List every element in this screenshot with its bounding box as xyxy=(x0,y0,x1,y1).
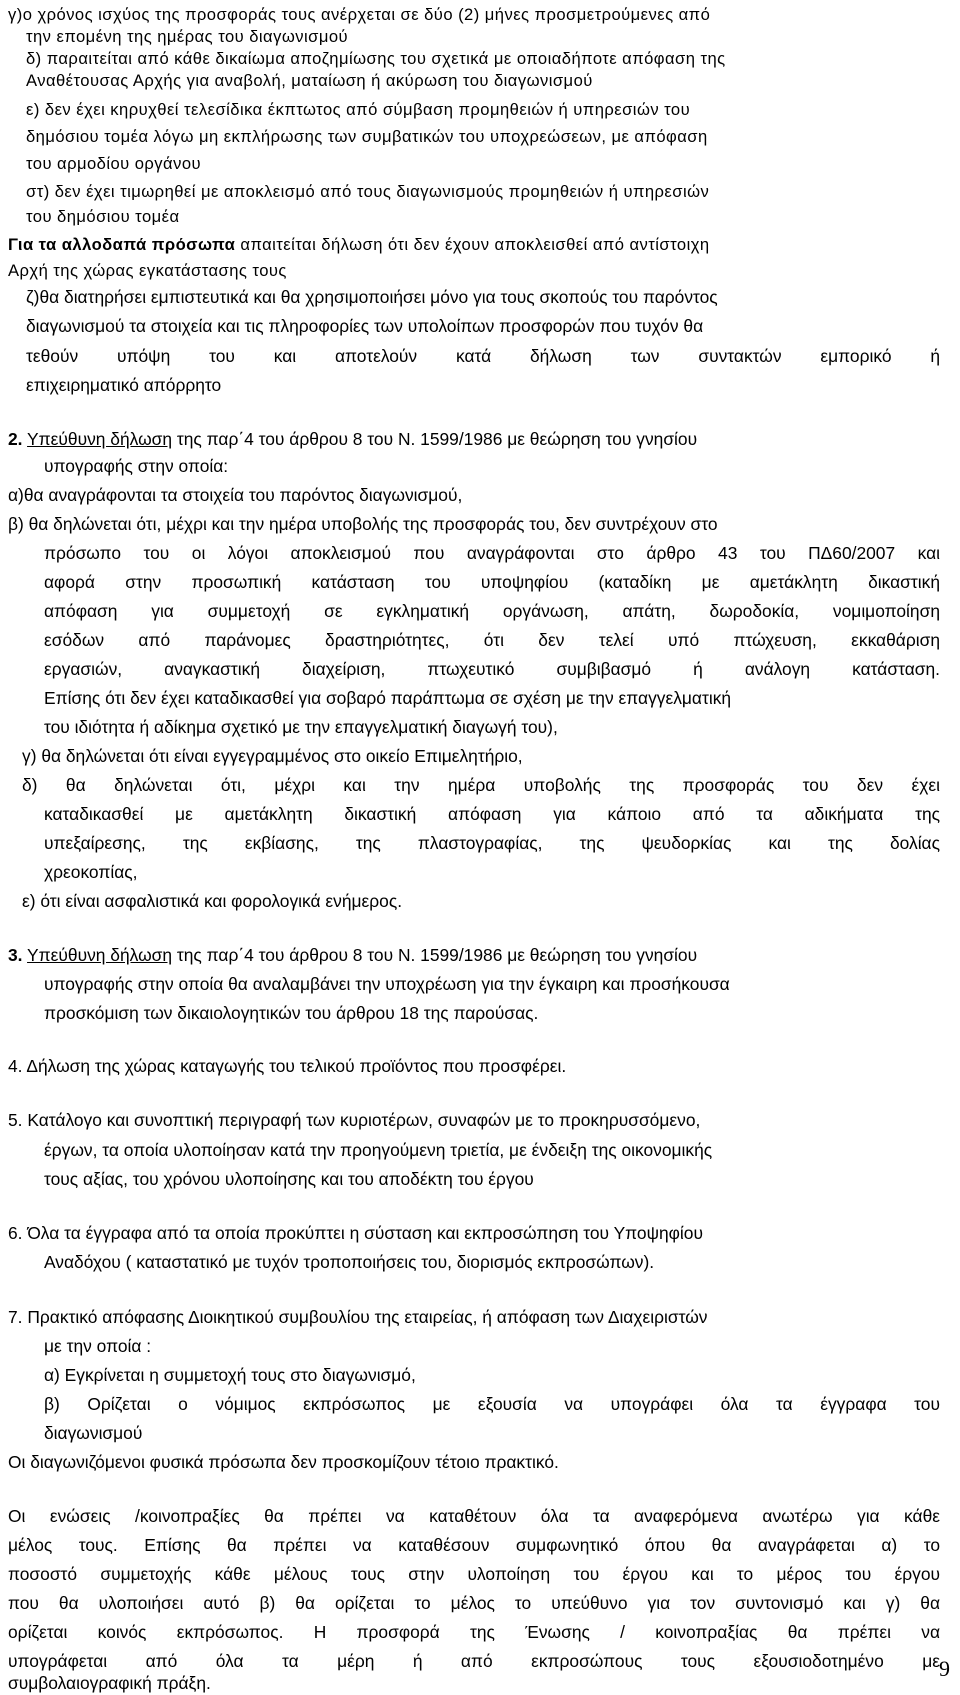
section-2-item-d-line3: υπεξαίρεσης, της εκβίασης, της πλαστογραφίας, της ψευδορκίας και της δολίας xyxy=(44,833,940,853)
section-3-line2: υπογραφής στην οποία θα αναλαμβάνει την υποχρέωση για την έγκαιρη και προσήκουσα xyxy=(44,974,730,994)
page-number: 9 xyxy=(939,1656,950,1681)
section-2-item-b-line2: πρόσωπο του οι λόγοι αποκλεισμού που αναγράφονται στο άρθρο 43 του ΠΔ60/2007 και xyxy=(44,543,940,563)
consortia-line4: που θα υλοποιήσει αυτό β) θα ορίζεται το μέλος το υπεύθυνο για τον συντονισμό και γ) θα xyxy=(8,1593,940,1613)
item-z-line3: τεθούν υπόψη του και αποτελούν κατά δήλωση των συντακτών εμπορικό ή xyxy=(26,346,940,366)
consortia-line7: συμβολαιογραφική πράξη. xyxy=(8,1673,211,1693)
section-3-line3: προσκόμιση των δικαιολογητικών του άρθρου 18 της παρούσας. xyxy=(44,1003,539,1023)
consortia-line3: ποσοστό συμμετοχής κάθε μέλους τους στην υλοποίηση του έργου και το μέρος του έργου xyxy=(8,1564,940,1584)
item-z-line2: διαγωνισμού τα στοιχεία και τις πληροφορίες των υπολοίπων προσφορών που τυχόν θα xyxy=(26,316,704,336)
section-3-text: της παρ΄4 του άρθρου 8 του Ν. 1599/1986 με θεώρηση του γνησίου xyxy=(172,945,698,965)
section-2-item-d-line1: δ) θα δηλώνεται ότι, μέχρι και την ημέρα υποβολής της προσφοράς του δεν έχει xyxy=(22,775,940,795)
section-2-item-b-line5: εσόδων από παράνομες δραστηριότητες, ότι δεν τελεί υπό πτώχευση, εκκαθάριση xyxy=(44,630,940,650)
section-7-item-a: α) Εγκρίνεται η συμμετοχή τους στο διαγωνισμό, xyxy=(44,1365,416,1385)
section-2-item-b-line6: εργασιών, αναγκαστική διαχείριση, πτωχευτικό συμβιβασμό ή ανάλογη κατάσταση. xyxy=(44,659,940,679)
item-g-line2: την επομένη της ημέρας του διαγωνισμού xyxy=(26,27,349,46)
section-2-item-b-line8: του ιδιότητα ή αδίκημα σχετικό με την επαγγελματική διαγωγή του), xyxy=(44,717,558,737)
foreign-persons-heading: Για τα αλλοδαπά πρόσωπα xyxy=(8,235,236,254)
foreign-persons-line1 xyxy=(8,230,710,259)
item-d-line2: Αναθέτουσας Αρχής για αναβολή, ματαίωση ή ακύρωση του διαγωνισμού xyxy=(26,71,593,90)
natural-persons-note: Οι διαγωνιζόμενοι φυσικά πρόσωπα δεν προσκομίζουν τέτοιο πρακτικό. xyxy=(8,1452,559,1472)
foreign-persons-text: απαιτείται δήλωση ότι δεν έχουν αποκλεισθεί από αντίστοιχη xyxy=(235,235,710,254)
item-d-line1: δ) παραιτείται από κάθε δικαίωμα αποζημίωσης του σχετικά με οποιαδήποτε απόφαση της xyxy=(26,49,726,68)
foreign-persons-line2: Αρχή της χώρας εγκατάστασης τους xyxy=(8,261,287,280)
section-2-declaration-link: Υπεύθυνη δήλωση xyxy=(27,429,173,449)
section-7-line2: με την οποία : xyxy=(44,1336,152,1356)
consortia-line6: υπογράφεται από όλα τα μέρη ή από εκπροσώπους τους εξουσιοδοτημένο με xyxy=(8,1651,940,1671)
section-4: 4. Δήλωση της χώρας καταγωγής του τελικού προϊόντος που προσφέρει. xyxy=(8,1056,567,1076)
section-7-line1: 7. Πρακτικό απόφασης Διοικητικού συμβουλίου της εταιρείας, ή απόφαση των Διαχειριστών xyxy=(8,1307,708,1327)
section-6-line1: 6. Όλα τα έγγραφα από τα οποία προκύπτει η σύσταση και εκπροσώπηση του Υποψηφίου xyxy=(8,1223,703,1243)
section-2-item-e: ε) ότι είναι ασφαλιστικά και φορολογικά ενήμερος. xyxy=(22,891,403,911)
section-2-item-b-line4: απόφαση για συμμετοχή σε εγκληματική οργάνωση, απάτη, δωροδοκία, νομιμοποίηση xyxy=(44,601,940,621)
section-2-line2: υπογραφής στην οποία: xyxy=(44,456,229,476)
section-2-item-b-line7: Επίσης ότι δεν έχει καταδικασθεί για σοβαρό παράπτωμα σε σχέση με την επαγγελματική xyxy=(44,688,732,708)
section-3-number: 3. xyxy=(8,945,23,965)
item-e-line1: ε) δεν έχει κηρυχθεί τελεσίδικα έκπτωτος από σύμβαση προμηθειών ή υπηρεσιών του xyxy=(26,100,691,119)
item-g-line1: γ)ο χρόνος ισχύος της προσφοράς τους ανέρχεται σε δύο (2) μήνες προσμετρούμενες από xyxy=(8,5,711,24)
section-2-item-b-line1: β) θα δηλώνεται ότι, μέχρι και την ημέρα υποβολής της προσφοράς του, δεν συντρέχουν στο xyxy=(8,514,718,534)
section-2-item-d-line2: καταδικασθεί με αμετάκλητη δικαστική απόφαση για κάποιο από τα αδικήματα της xyxy=(44,804,940,824)
section-5-line2: έργων, τα οποία υλοποίησαν κατά την προηγούμενη τριετία, με ένδειξη της οικονομικής xyxy=(44,1140,713,1160)
item-e-line2: δημόσιου τομέα λόγω μη εκπλήρωσης των συμβατικών του υποχρεώσεων, με απόφαση xyxy=(26,127,708,146)
item-st-line1: στ) δεν έχει τιμωρηθεί με αποκλεισμό από τους διαγωνισμούς προμηθειών ή υπηρεσιών xyxy=(26,182,710,201)
consortia-line1: Οι ενώσεις /κοινοπραξίες θα πρέπει να καταθέτουν όλα τα αναφερόμενα ανωτέρω για κάθε xyxy=(8,1506,940,1526)
item-z-line1: ζ)θα διατηρήσει εμπιστευτικά και θα χρησιμοποιήσει μόνο για τους σκοπούς του παρόντος xyxy=(26,287,718,307)
section-2-item-d-line4: χρεοκοπίας, xyxy=(44,862,138,882)
section-2-line1 xyxy=(8,425,697,454)
section-2-text: της παρ΄4 του άρθρου 8 του Ν. 1599/1986 με θεώρηση του γνησίου xyxy=(172,429,698,449)
section-2-item-c: γ) θα δηλώνεται ότι είναι εγγεγραμμένος στο οικείο Επιμελητήριο, xyxy=(22,746,523,766)
section-6-line2: Αναδόχου ( καταστατικό με τυχόν τροποποιήσεις του, διορισμός εκπροσώπων). xyxy=(44,1252,655,1272)
section-7-item-b-line2: διαγωνισμού xyxy=(44,1423,143,1443)
section-3-declaration-link: Υπεύθυνη δήλωση xyxy=(27,945,173,965)
section-5-line3: τους αξίας, του χρόνου υλοποίησης και του αποδέκτη του έργου xyxy=(44,1169,534,1189)
section-2-number: 2. xyxy=(8,429,23,449)
item-e-line3: του αρμοδίου οργάνου xyxy=(26,154,202,173)
section-3-line1 xyxy=(8,941,697,970)
consortia-line2: μέλος τους. Επίσης θα πρέπει να καταθέσουν συμφωνητικό όπου θα αναγράφεται α) το xyxy=(8,1535,940,1555)
consortia-line5: ορίζεται κοινός εκπρόσωπος. Η προσφορά της Ένωσης / κοινοπραξίας θα πρέπει να xyxy=(8,1622,940,1642)
item-z-line4: επιχειρηματικό απόρρητο xyxy=(26,375,222,395)
section-5-line1: 5. Κατάλογο και συνοπτική περιγραφή των κυριοτέρων, συναφών με το προκηρυσσόμενο, xyxy=(8,1110,701,1130)
item-st-line2: του δημόσιου τομέα xyxy=(26,207,180,226)
section-7-item-b-line1: β) Ορίζεται ο νόμιμος εκπρόσωπος με εξουσία να υπογράφει όλα τα έγγραφα του xyxy=(44,1394,940,1414)
section-2-item-a: α)θα αναγράφονται τα στοιχεία του παρόντος διαγωνισμού, xyxy=(8,485,463,505)
section-2-item-b-line3: αφορά στην προσωπική κατάσταση του υποψηφίου (καταδίκη με αμετάκλητη δικαστική xyxy=(44,572,940,592)
